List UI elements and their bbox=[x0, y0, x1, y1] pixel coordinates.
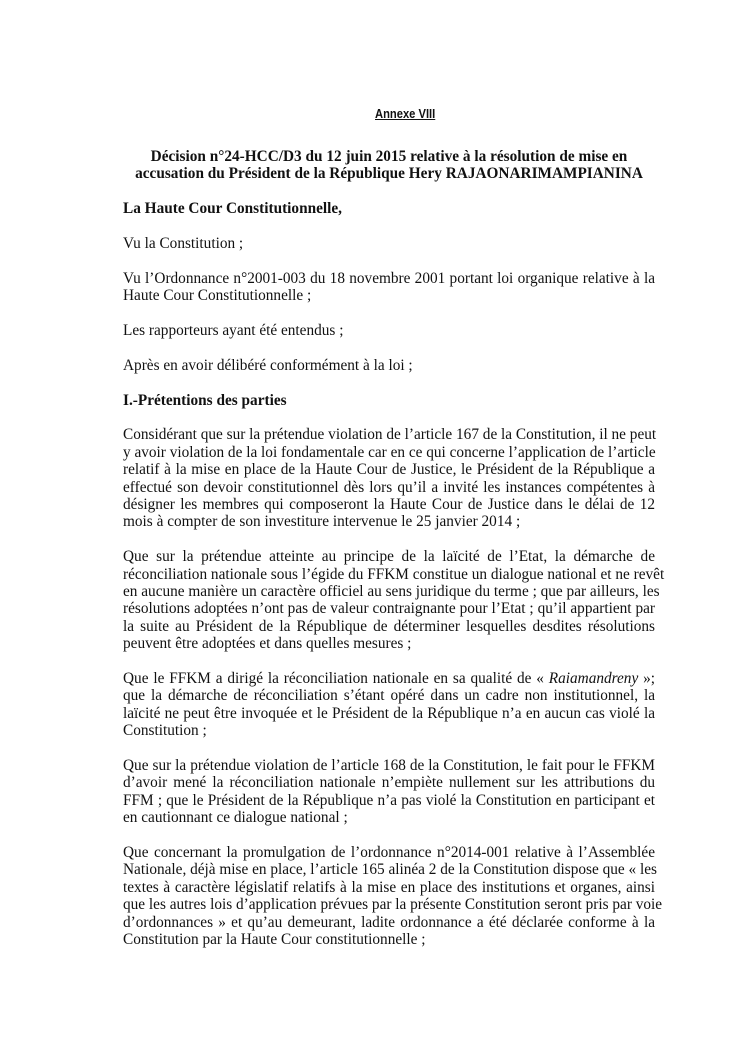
text-line: la suite au Président de la République de déterminer lesquelles desdites résolutions bbox=[123, 617, 655, 635]
paragraph bbox=[123, 757, 655, 827]
text-line: que la démarche de réconciliation s’étant opéré dans un cadre non institutionnel, la bbox=[123, 687, 655, 705]
text-line: d’avoir mené la réconciliation nationale n’empiète nullement sur les attributions du bbox=[123, 774, 655, 792]
text-line: y avoir violation de la loi fondamentale car en ce qui concerne l’application de l’article bbox=[123, 443, 656, 461]
section-heading bbox=[123, 392, 655, 409]
paragraph bbox=[123, 357, 655, 374]
text-line: effectué son devoir constitutionnel dès lors qu’il a invité les instances compétentes à bbox=[123, 478, 655, 496]
text-line: La Haute Cour Constitutionnelle, bbox=[123, 200, 342, 218]
text-line bbox=[123, 670, 655, 687]
text-line: réconciliation nationale sous l’égide du FFKM constitue un dialogue national et ne revêt bbox=[123, 565, 665, 583]
text-line: textes à caractère législatif relatifs à la mise en place des institutions et organes, ainsi bbox=[123, 878, 655, 896]
text-line: Que sur la prétendue violation de l’article 168 de la Constitution, le fait pour le FFKM bbox=[123, 757, 655, 775]
text-line: Vu la Constitution ; bbox=[123, 235, 244, 252]
italic-term: Raiamandreny bbox=[548, 670, 639, 688]
text-line: désigner les membres qui composeront la Haute Cour de Justice dans le délai de 12 bbox=[123, 496, 655, 514]
text-segment: »; bbox=[638, 670, 655, 688]
text-line: Considérant que sur la prétendue violation de l’article 167 de la Constitution, il ne peut bbox=[123, 426, 657, 444]
text-line: résolutions adoptées n’ont pas de valeur contraignante pour l’Etat ; qu’il appartient par bbox=[123, 600, 655, 618]
text-line: accusation du Président de la République Hery RAJAONARIMAMPIANINA bbox=[135, 165, 643, 183]
text-line: Constitution par la Haute Cour constitutionnelle ; bbox=[123, 931, 426, 949]
text-line: Après en avoir délibéré conformément à la loi ; bbox=[123, 356, 413, 374]
text-line: mois à compter de son investiture intervenue le 25 janvier 2014 ; bbox=[123, 513, 521, 531]
text-line: FFM ; que le Président de la République n’a pas violé la Constitution en participant et bbox=[123, 791, 655, 809]
paragraph bbox=[123, 322, 655, 339]
text-line: I.-Prétentions des parties bbox=[123, 391, 287, 409]
decision-title bbox=[123, 148, 655, 183]
text-line: que les autres lois d’application prévues par la présente Constitution seront pris par voie bbox=[123, 896, 663, 914]
annex-title: Annexe VIII bbox=[375, 106, 436, 121]
text-line: Nationale, déjà mise en place, l’article 165 alinéa 2 de la Constitution dispose que « les bbox=[123, 861, 657, 879]
paragraph bbox=[123, 844, 663, 949]
text-line: peuvent être adoptées et dans quelles mesures ; bbox=[123, 635, 412, 653]
text-line: Que sur la prétendue atteinte au principe de la laïcité de l’Etat, la démarche de bbox=[123, 548, 655, 566]
document-body bbox=[123, 148, 665, 966]
text-line: en cautionnant ce dialogue national ; bbox=[123, 809, 348, 827]
text-line: d’ordonnances » et qu’au demeurant, ladite ordonnance a été déclarée conforme à la bbox=[123, 913, 655, 931]
paragraph bbox=[123, 270, 655, 305]
section-heading bbox=[123, 200, 655, 217]
text-line: laïcité ne peut être invoquée et le Président de la République n’a en aucun cas violé la bbox=[123, 704, 655, 722]
text-line: Que concernant la promulgation de l’ordonnance n°2014-001 relative à l’Assemblée bbox=[123, 844, 655, 862]
text-line: en aucune manière un caractère officiel au sens juridique du terme ; que par ailleurs, les bbox=[123, 583, 660, 601]
paragraph bbox=[123, 670, 655, 740]
text-line: Vu l’Ordonnance n°2001-003 du 18 novembre 2001 portant loi organique relative à la bbox=[123, 269, 655, 287]
paragraph bbox=[123, 548, 665, 653]
text-line: Constitution ; bbox=[123, 722, 207, 740]
paragraph bbox=[123, 426, 655, 530]
text-line: Décision n°24-HCC/D3 du 12 juin 2015 relative à la résolution de mise en bbox=[150, 148, 628, 165]
text-line: Haute Cour Constitutionnelle ; bbox=[123, 287, 312, 305]
text-segment: Que le FFKM a dirigé la réconciliation nationale en sa qualité de « bbox=[123, 670, 549, 688]
text-line: Les rapporteurs ayant été entendus ; bbox=[123, 322, 344, 339]
text-line: relatif à la mise en place de la Haute Cour de Justice, le Président de la République a bbox=[123, 461, 655, 479]
paragraph bbox=[123, 235, 655, 252]
